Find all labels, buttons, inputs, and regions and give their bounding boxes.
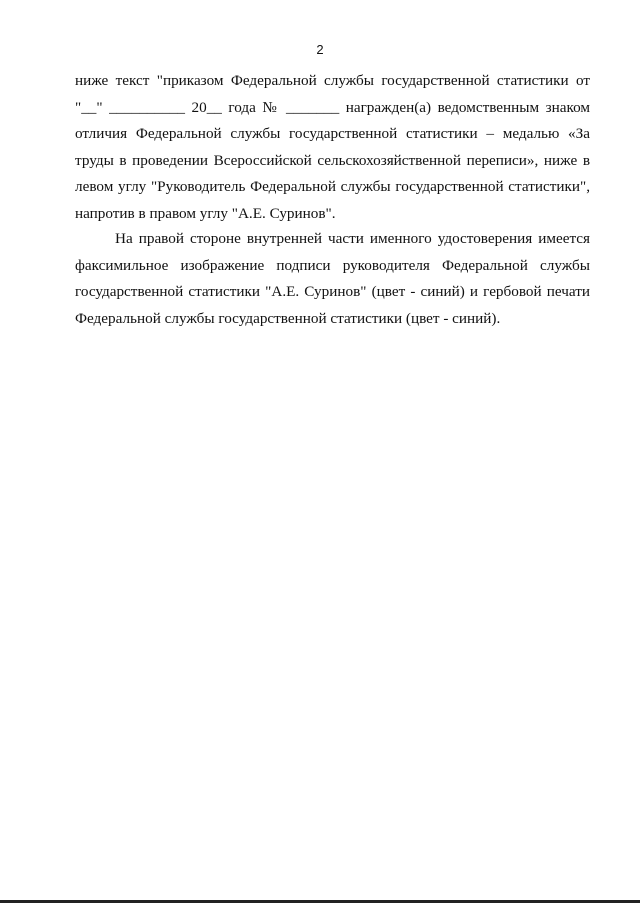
scan-edge-line	[0, 900, 640, 903]
paragraph-2-line: Федеральной службы государственной статистики (цвет - синий).	[75, 309, 501, 327]
page-number: 2	[316, 42, 324, 57]
paragraph-1-line: левом углу "Руководитель Федеральной службы государственной статистики",	[75, 178, 590, 196]
paragraph-1	[75, 68, 590, 228]
paragraph-1-line: ниже текст "приказом Федеральной службы государственной статистики от	[75, 72, 590, 89]
paragraph-1-line: "__" __________ 20__ года № _______ награжден(а) ведомственным знаком	[75, 98, 590, 116]
paragraph-2-line: На правой стороне внутренней части именного удостоверения имеется	[115, 230, 590, 247]
paragraph-1-line: напротив в правом углу "А.Е. Суринов".	[75, 204, 336, 222]
paragraph-2	[75, 226, 590, 332]
paragraph-1-line: отличия Федеральной службы государственной статистики – медалью «За	[75, 125, 590, 143]
paragraph-2-line: факсимильное изображение подписи руководителя Федеральной службы	[75, 256, 590, 274]
paragraph-1-line: труды в проведении Всероссийской сельскохозяйственной переписи», ниже в	[75, 151, 590, 169]
paragraph-2-line: государственной статистики "А.Е. Суринов" (цвет - синий) и гербовой печати	[75, 283, 590, 301]
